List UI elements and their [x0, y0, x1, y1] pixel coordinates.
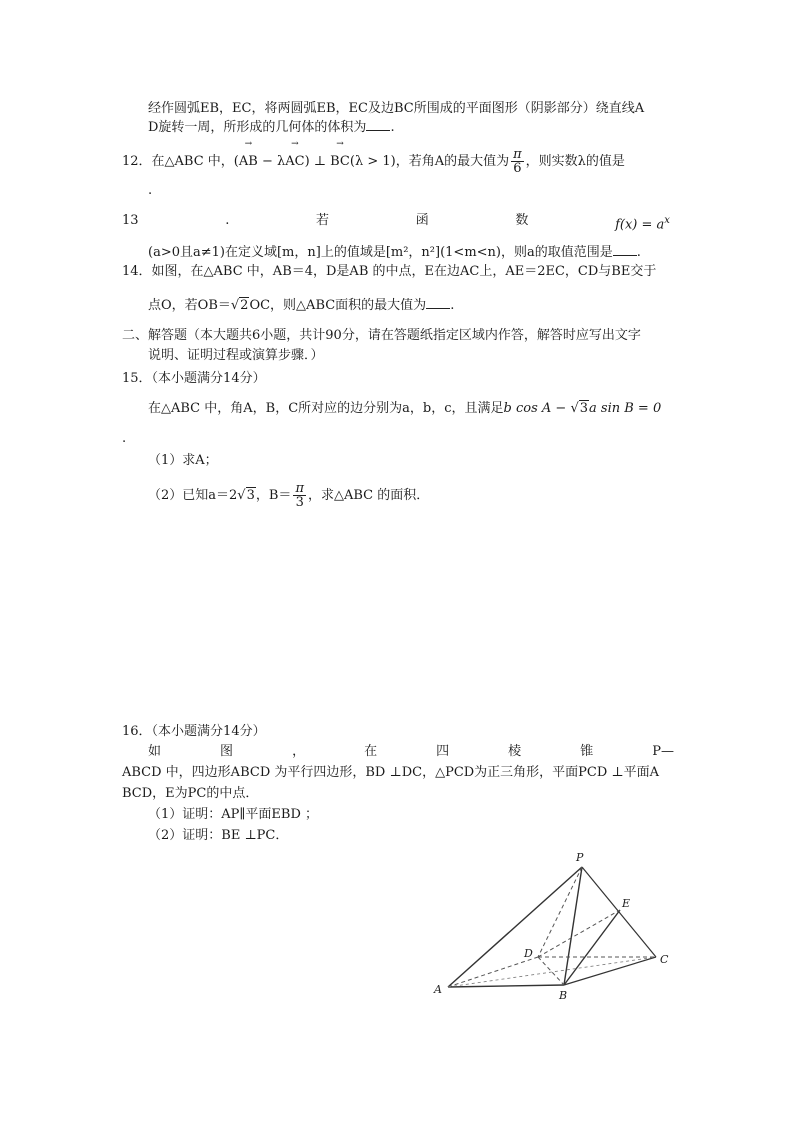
q12-perp: ) ⊥	[304, 154, 331, 169]
q12-line	[122, 148, 625, 175]
label-c: C	[660, 953, 669, 966]
q13-exponent: x	[664, 215, 670, 226]
q15-frac-num: π	[295, 481, 304, 496]
q15-stem	[148, 400, 661, 418]
q15-p2-a: （2）已知a＝2	[148, 488, 238, 503]
segment-be	[564, 910, 620, 985]
q11-line1: 经作圆弧EB，EC，将两圆弧EB，EC及边BC所围成的平面图形（阴影部分）绕直线A	[148, 101, 645, 116]
q15-fraction	[293, 482, 306, 509]
q14-end: .	[450, 298, 455, 313]
q14-line1: 14．如图，在△ABC 中，AB＝4，D是AB 的中点，E在边AC上，AE＝2EC，CD与BE交于	[122, 264, 657, 279]
q15-dot: .	[122, 431, 127, 446]
vector-ab: → AB	[239, 151, 258, 173]
q12-condition: (λ > 1)，若角A的最大值为	[349, 154, 510, 169]
section2-line2: 说明、证明过程或演算步骤．）	[148, 348, 324, 363]
q13-line2-text: (a>0且a≠1)在定义域[m，n]上的值域是[m²，n²](1<m<n)，则a的取值范围是	[148, 245, 613, 260]
segment-de	[538, 910, 620, 957]
sqrt-symbol: √	[230, 298, 240, 313]
edge-ad	[448, 957, 538, 987]
q13-word-1: 若	[316, 213, 330, 228]
q15-part2	[148, 482, 429, 509]
sqrt-symbol: √	[237, 488, 246, 503]
q16-word-3: ，	[292, 744, 306, 759]
q11-end: .	[390, 120, 395, 135]
q12-frac-den: 6	[513, 161, 522, 176]
q15-eq-a: b cos A −	[503, 401, 571, 416]
section2-line1: 二、解答题（本大题共6小题，共计90分，请在答题纸指定区域内作答，解答时应写出文字	[122, 328, 641, 343]
q12-tail: ，则实数λ的值是	[525, 154, 625, 169]
q16-line3: BCD，E为PC的中点．	[122, 786, 259, 801]
q14-line2	[148, 296, 454, 315]
q13-word-3: 数	[515, 213, 529, 228]
edge-pb	[564, 867, 582, 985]
q14-line2-b: OC，则△ABC面积的最大值为	[249, 298, 427, 313]
q15-eq-b: a sin B = 0	[589, 401, 662, 416]
q16-word-6: 棱	[508, 744, 522, 759]
q13-function: $f(x) = a^x$	[615, 215, 670, 233]
q16-word-5: 四	[436, 744, 450, 759]
q14-line2-a: 点O，若OB＝	[148, 298, 231, 313]
vector-ac: → AC	[285, 151, 304, 173]
q16-line2: ABCD 中，四边形ABCD 为平行四边形，BD ⊥DC，△PCD为正三角形，平面PCD ⊥平面A	[122, 765, 660, 780]
segment-ac	[448, 957, 656, 987]
q13-dot: .	[225, 213, 230, 228]
q15-head: 15．（本小题满分14分）	[122, 371, 266, 386]
label-e: E	[622, 897, 631, 910]
q13-word-2: 函	[415, 213, 429, 228]
q15-part1: （1）求A；	[148, 453, 218, 468]
q11-line2-text: D旋转一周，所形成的几何体的体积为	[148, 120, 367, 135]
q12-dot: .	[148, 183, 153, 198]
label-b: B	[559, 989, 568, 1002]
q12-frac-num: π	[513, 147, 522, 162]
q16-word-1: 如	[148, 744, 162, 759]
q15-p2-sqrt: 3	[246, 488, 255, 503]
q14-sqrt2: 2	[240, 298, 249, 313]
q12-num: 12．在△ABC 中，(	[122, 154, 239, 169]
q16-head: 16．（本小题满分14分）	[122, 724, 266, 739]
vector-bc: → BC	[330, 151, 350, 173]
q16-word-2: 图	[220, 744, 234, 759]
q16-word-7: 锥	[580, 744, 594, 759]
q13-end: .	[636, 245, 641, 260]
sqrt-symbol: √	[570, 401, 579, 416]
answer-blank	[613, 243, 637, 256]
q15-eq-sqrt: 3	[579, 401, 589, 416]
q16-line1	[148, 743, 674, 761]
edge-pa	[448, 867, 582, 987]
q15-frac-den: 3	[295, 495, 304, 510]
q15-p2-b: ，B＝	[255, 488, 292, 503]
q13-line2	[148, 243, 641, 262]
q15-p2-c: ，求△ABC 的面积．	[307, 488, 430, 503]
edge-ab	[448, 985, 564, 987]
edge-bc	[564, 957, 656, 985]
q15-stem-text: 在△ABC 中，角A，B，C所对应的边分别为a，b，c，且满足	[148, 401, 504, 416]
pyramid-figure	[420, 845, 690, 1015]
q12-fraction	[511, 148, 524, 175]
q13-line1	[122, 212, 670, 234]
label-a: A	[434, 983, 442, 996]
label-p: P	[576, 851, 584, 864]
q16-word-4: 在	[364, 744, 378, 759]
q11-line2	[148, 118, 395, 137]
label-d: D	[524, 947, 533, 960]
answer-blank	[366, 118, 390, 131]
q16-part2: （2）证明：BE ⊥PC．	[148, 828, 289, 843]
q16-part1: （1）证明：AP∥平面EBD ；	[148, 807, 319, 822]
q12-minus-lambda: − λ	[257, 154, 286, 169]
edge-db	[538, 957, 564, 985]
q16-word-8: P—	[652, 744, 674, 759]
q13-num: 13	[122, 213, 139, 228]
answer-blank	[426, 296, 450, 309]
